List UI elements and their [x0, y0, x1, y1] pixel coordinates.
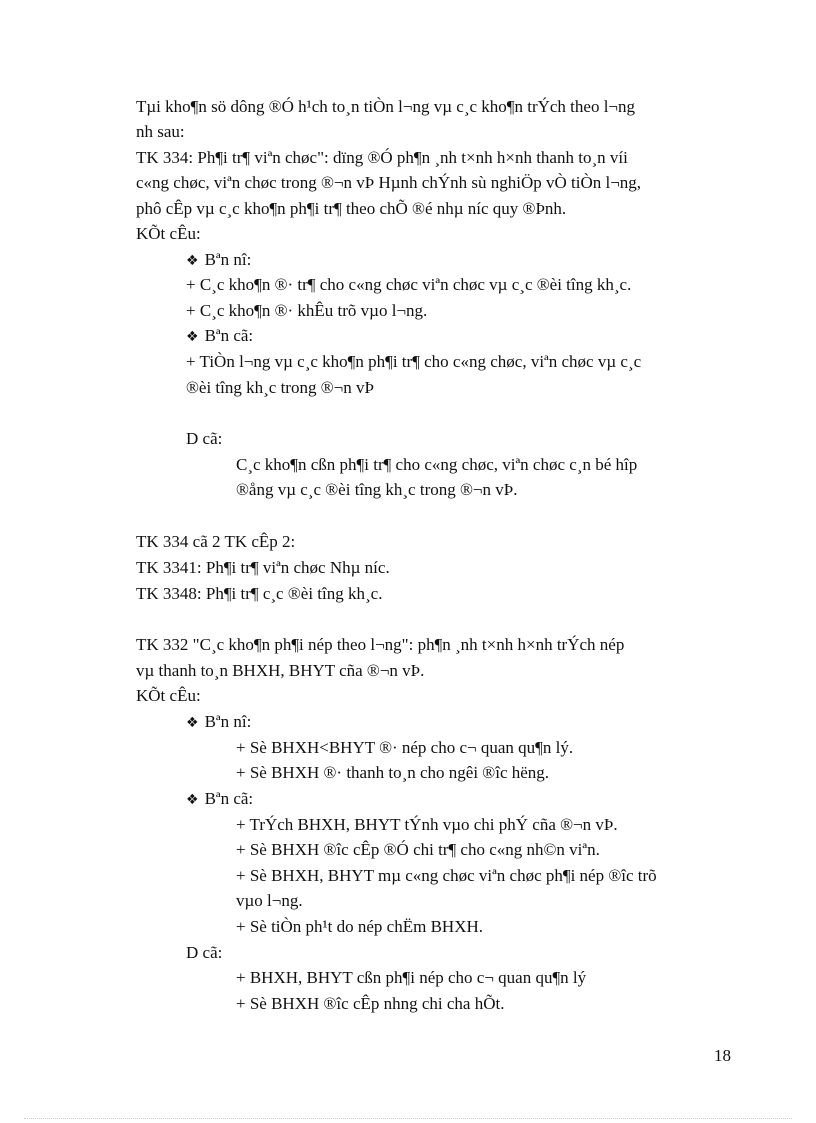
text-line: C¸c kho¶n cßn ph¶i tr¶ cho c«ng chøc, viªn chøc c¸n bé hîp: [236, 455, 638, 474]
text-line: ®ång vµ c¸c ®èi tîng kh¸c trong ®¬n vÞ.: [236, 480, 518, 499]
text-line: vµ thanh to¸n BHXH, BHYT cña ®¬n vÞ.: [136, 661, 425, 680]
text-line: TK 334: Ph¶i tr¶ viªn chøc": dïng ®Ó ph¶n ¸nh t×nh h×nh thanh to¸n víi: [136, 148, 628, 167]
text-line: TK 3341: Ph¶i tr¶ viªn chøc Nhµ níc.: [136, 558, 390, 577]
section-label: D cã:: [186, 429, 223, 448]
text-line: + Sè BHXH, BHYT mµ c«ng chøc viªn chøc ph¶i nép ®îc trõ: [236, 866, 657, 885]
text-line: + Sè BHXH ®· thanh to¸n cho ngêi ®îc hëng.: [236, 763, 550, 782]
four-diamond-bullet-icon: ❖: [186, 253, 199, 269]
text-line: TK 334 cã 2 TK cÊp 2:: [136, 532, 296, 551]
bullet-item: [186, 324, 253, 349]
bullet-label: Bªn cã:: [204, 789, 254, 808]
bullet-label: Bªn cã:: [204, 326, 254, 345]
text-line: ®èi tîng kh¸c trong ®¬n vÞ: [186, 378, 374, 397]
bullet-item: [186, 710, 251, 735]
bullet-item: [186, 787, 253, 812]
bullet-label: Bªn nî:: [204, 250, 252, 269]
four-diamond-bullet-icon: ❖: [186, 792, 199, 808]
four-diamond-bullet-icon: ❖: [186, 329, 199, 345]
text-line: TK 332 "C¸c kho¶n ph¶i nép theo l¬ng": ph¶n ¸nh t×nh h×nh trÝch nép: [136, 635, 625, 654]
text-line: + TiÒn l¬ng vµ c¸c kho¶n ph¶i tr¶ cho c«ng chøc, viªn chøc vµ c¸c: [186, 352, 642, 371]
four-diamond-bullet-icon: ❖: [186, 715, 199, 731]
page-bottom-divider: [24, 1118, 792, 1119]
text-line: phô cÊp vµ c¸c kho¶n ph¶i tr¶ theo chÕ ®é nhµ níc quy ®Þnh.: [136, 199, 567, 218]
section-label: D cã:: [186, 943, 223, 962]
text-line: nh sau:: [136, 122, 185, 141]
text-line: + Sè BHXH ®îc cÊp nhng chi cha hÕt.: [236, 994, 505, 1013]
section-label: KÕt cÊu:: [136, 224, 201, 243]
text-line: + BHXH, BHYT cßn ph¶i nép cho c¬ quan qu¶n lý: [236, 968, 587, 987]
text-line: + C¸c kho¶n ®· khÊu trõ vµo l¬ng.: [186, 301, 428, 320]
section-label: KÕt cÊu:: [136, 686, 201, 705]
bullet-item: [186, 248, 251, 273]
text-line: + TrÝch BHXH, BHYT tÝnh vµo chi phÝ cña ®¬n vÞ.: [236, 815, 618, 834]
text-line: TK 3348: Ph¶i tr¶ c¸c ®èi tîng kh¸c.: [136, 584, 383, 603]
text-line: vµo l¬ng.: [236, 891, 303, 910]
page-number: 18: [714, 1046, 731, 1065]
text-line: Tµi kho¶n sö dông ®Ó h¹ch to¸n tiÒn l¬ng vµ c¸c kho¶n trÝch theo l¬ng: [136, 97, 636, 116]
text-line: + C¸c kho¶n ®· tr¶ cho c«ng chøc viªn chøc vµ c¸c ®èi tîng kh¸c.: [186, 275, 632, 294]
text-line: c«ng chøc, viªn chøc trong ®¬n vÞ Hµnh chÝnh sù nghiÖp vÒ tiÒn l¬ng,: [136, 173, 642, 192]
text-line: + Sè BHXH<BHYT ®· nép cho c¬ quan qu¶n lý.: [236, 738, 574, 757]
text-line: + Sè BHXH ®îc cÊp ®Ó chi tr¶ cho c«ng nh©n viªn.: [236, 840, 600, 859]
text-line: + Sè tiÒn ph¹t do nép chËm BHXH.: [236, 917, 483, 936]
bullet-label: Bªn nî:: [204, 712, 252, 731]
